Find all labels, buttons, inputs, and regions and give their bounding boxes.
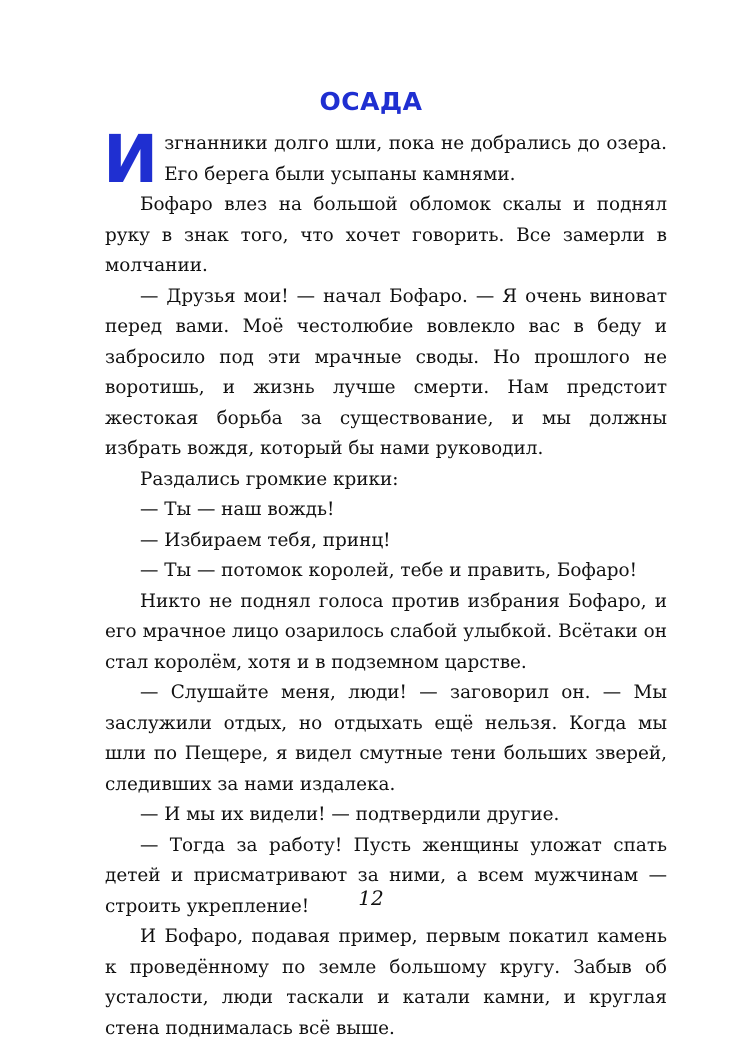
paragraph-2: Бофаро влез на большой обломок скалы и поднял руку в знак того, что хочет говорить. Все замерли в молчании.	[105, 194, 667, 276]
paragraph-1	[103, 121, 667, 198]
paragraph-3: — Друзья мои! — начал Бофаро. — Я очень виноват перед вами. Моё честолюбие вовлекло вас в беду и забросило под эти мрачные своды. Но прошлого не воротишь, и жизнь лучше смерти. Нам предстоит жестокая борьба за существование, и мы должны избрать вождя, который бы нами руководил.	[105, 285, 667, 459]
chapter-title: ОСАДА	[319, 87, 423, 116]
drop-cap: И	[103, 121, 159, 198]
paragraph-11: — Тогда за работу! Пусть женщины уложат спать детей и присматривают за ними, а всем мужчинам — строить укрепление!	[105, 834, 667, 917]
paragraph-7: — Ты — потомок королей, тебе и править, Бофаро!	[139, 560, 638, 581]
paragraph-12: И Бофаро, подавая пример, первым покатил камень к проведённому по земле большому кругу. Забыв об усталости, люди таскали и катали камни, и круглая стена поднималась всё выше.	[105, 926, 667, 1039]
paragraph-9: — Слушайте меня, люди! — заговорил он. — Мы заслужили отдых, но отдыхать ещё нельзя. Когда мы шли по Пещере, я видел смутные тени больших зверей, следивших за нами издалека.	[105, 682, 667, 795]
paragraph-5: — Ты — наш вождь!	[139, 499, 335, 520]
paragraph-10: — И мы их видели! — подтвердили другие.	[139, 804, 560, 825]
paragraph-6: — Избираем тебя, принц!	[139, 529, 391, 551]
page-number: 12	[358, 886, 384, 910]
paragraph-1-line-2: Его берега были усыпаны камнями.	[164, 163, 516, 185]
paragraph-8: Никто не поднял голоса против избрания Бофаро, и его мрачное лицо озарилось слабой улыбкой. Всётаки он стал королём, хотя и в подземном царстве.	[105, 590, 667, 673]
paragraph-4: Раздались громкие крики:	[139, 468, 399, 490]
paragraph-1-line-1: згнанники долго шли, пока не добрались до озера.	[164, 133, 667, 154]
